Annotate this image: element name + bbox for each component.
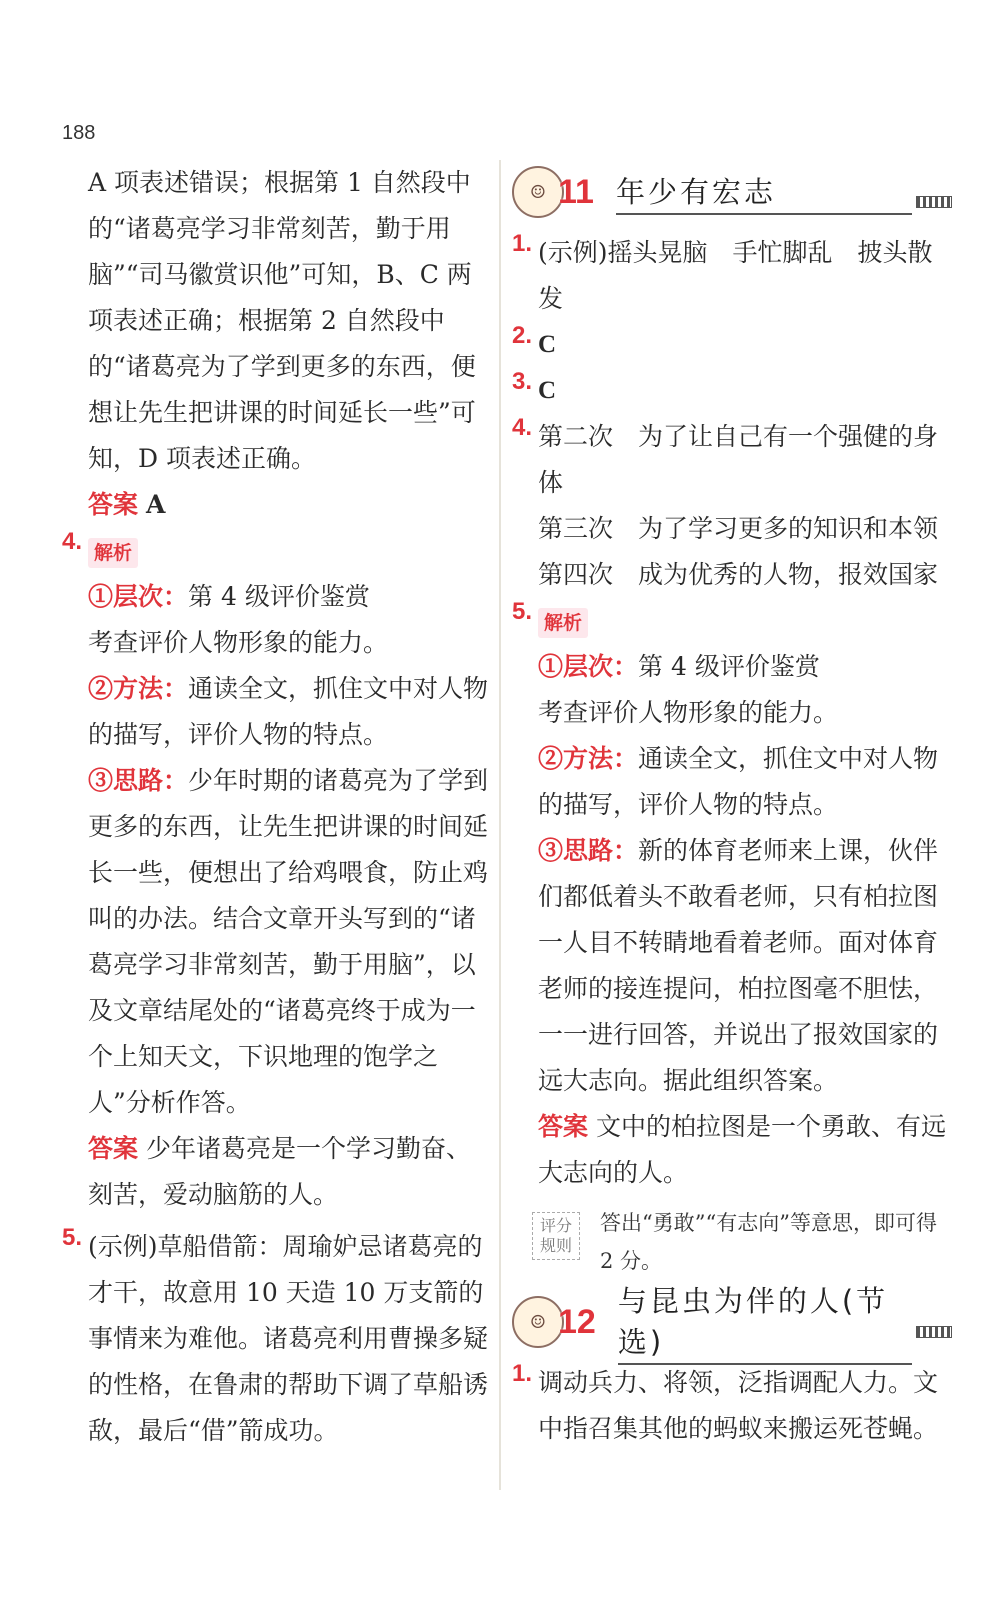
q5-number: 5. <box>62 1224 83 1251</box>
r-q5-level <box>512 644 952 690</box>
item-text: (示例)摇头晃脑 手忙脚乱 披头散发 <box>538 238 933 313</box>
analysis-tag: 解析 <box>538 608 588 638</box>
q4-line-2: 第三次 为了学习更多的知识和本领 <box>538 514 939 543</box>
q4-line-3: 第四次 成为优秀的人物，报效国家 <box>538 560 939 589</box>
left-answer <box>62 482 492 528</box>
idea-label: ③思路： <box>88 766 189 795</box>
idea-text: 新的体育老师来上课，伙伴们都低着头不敢看老师，只有柏拉图一人目不转睛地看着老师。面对体育老师的接连提问，柏拉图毫不胆怯，一一进行回答，并说出了报效国家的远大志向。据此组织答案。 <box>538 836 939 1095</box>
page-number: 188 <box>62 122 96 144</box>
lesson-12-title: 与昆虫为伴的人(节选) <box>618 1279 912 1365</box>
item-number: 5. <box>512 598 533 625</box>
r-item-3 <box>512 368 952 414</box>
q4-answer <box>62 1126 492 1218</box>
lesson-11-header <box>512 160 952 224</box>
q4-ability: 考查评价人物形象的能力。 <box>88 628 389 657</box>
item-number: 1. <box>512 230 533 257</box>
scoring-rule <box>532 1204 952 1280</box>
pencil-icon <box>916 1326 952 1338</box>
r-item-4 <box>512 414 952 598</box>
right-column <box>512 160 952 1452</box>
q4-answer-label: 答案 <box>88 1134 139 1163</box>
cartoon-face-icon: ☺ <box>512 166 564 218</box>
level-label: ①层次： <box>88 582 189 611</box>
l12-item-1 <box>512 1360 952 1452</box>
idea-label: ③思路： <box>538 836 639 865</box>
answer-label: 答案 <box>88 490 139 519</box>
item-text: C <box>538 377 557 404</box>
q4-method <box>62 666 492 758</box>
method-text: 通读全文，抓住文中对人物的描写，评价人物的特点。 <box>88 674 489 749</box>
method-label: ②方法： <box>88 674 189 703</box>
level-text: 第 4 级评价鉴赏 <box>188 582 370 611</box>
scoring-text: 答出“勇敢”“有志向”等意思，即可得 2 分。 <box>600 1211 937 1273</box>
q4-number: 4. <box>62 528 83 555</box>
r-q5-ability: 考查评价人物形象的能力。 <box>538 698 839 727</box>
r-item-1 <box>512 230 952 322</box>
idea-text: 少年时期的诸葛亮为了学到更多的东西，让先生把讲课的时间延长一些，便想出了给鸡喂食，防止鸡叫的办法。结合文章开头写到的“诸葛亮学习非常刻苦，勤于用脑”，以及文章结尾处的“诸葛亮终于成为一个上知天文，下识地理的饱学之人”分析作答。 <box>88 766 489 1117</box>
lesson-11-title: 年少有宏志 <box>616 170 912 215</box>
left-column <box>62 160 492 1454</box>
q4-level <box>62 574 492 620</box>
r-item-5 <box>512 598 952 644</box>
left-q5 <box>62 1224 492 1454</box>
q4-idea <box>62 758 492 1126</box>
lesson-12-header <box>512 1284 952 1359</box>
left-q4 <box>62 528 492 574</box>
q4-line-1: 第二次 为了让自己有一个强健的身体 <box>538 422 939 497</box>
pencil-icon <box>916 196 952 208</box>
left-intro-text: A 项表述错误；根据第 1 自然段中的“诸葛亮学习非常刻苦，勤于用脑”“司马徽赏识他”可知，B、C 两项表述正确；根据第 2 自然段中的“诸葛亮为了学到更多的东西，便想让先生把讲课的时间延长一些”可知，D 项表述正确。 <box>88 168 476 473</box>
item-text: 调动兵力、将领，泛指调配人力。文中指召集其他的蚂蚁来搬运死苍蝇。 <box>538 1368 939 1443</box>
scoring-label: 评分规则 <box>532 1212 580 1260</box>
item-number: 1. <box>512 1360 533 1387</box>
level-text: 第 4 级评价鉴赏 <box>638 652 820 681</box>
answer-value: A <box>145 490 166 519</box>
analysis-tag: 解析 <box>88 538 138 568</box>
column-divider <box>499 160 501 1490</box>
r-item-2 <box>512 322 952 368</box>
lesson-12-number: 12 <box>558 1302 596 1341</box>
r-q5-answer <box>512 1104 952 1196</box>
q5-answer-label: 答案 <box>538 1112 589 1141</box>
method-text: 通读全文，抓住文中对人物的描写，评价人物的特点。 <box>538 744 939 819</box>
cartoon-face-icon: ☺ <box>512 1296 564 1348</box>
q5-answer-text: 文中的柏拉图是一个勇敢、有远大志向的人。 <box>538 1112 946 1187</box>
method-label: ②方法： <box>538 744 639 773</box>
q4-answer-text: 少年诸葛亮是一个学习勤奋、刻苦，爱动脑筋的人。 <box>88 1134 471 1209</box>
item-text: C <box>538 331 557 358</box>
item-number: 3. <box>512 368 533 395</box>
r-q5-idea <box>512 828 952 1104</box>
r-q5-method <box>512 736 952 828</box>
q5-text: (示例)草船借箭：周瑜妒忌诸葛亮的才干，故意用 10 天造 10 万支箭的事情来为难他。诸葛亮利用曹操多疑的性格，在鲁肃的帮助下调了草船诱敌，最后“借”箭成功。 <box>88 1232 489 1445</box>
item-number: 4. <box>512 414 533 441</box>
lesson-11-number: 11 <box>558 172 594 211</box>
level-label: ①层次： <box>538 652 639 681</box>
item-number: 2. <box>512 322 533 349</box>
